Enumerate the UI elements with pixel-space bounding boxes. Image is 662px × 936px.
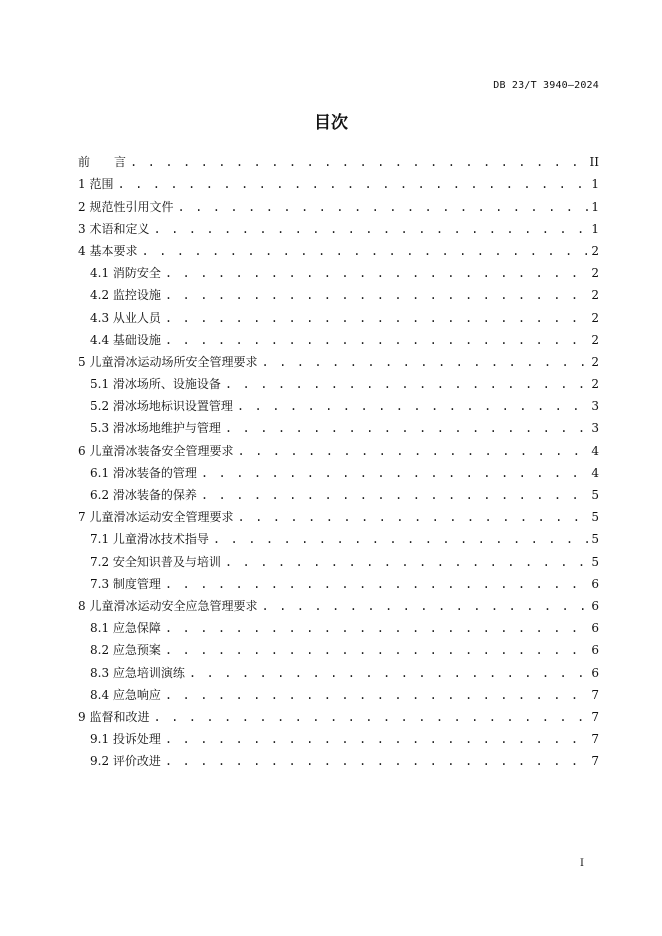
toc-entry[interactable] [78,259,599,281]
toc-entry-page: 2 [591,288,599,303]
toc-entry-page: 5 [591,554,599,569]
toc-entry-label: 5.3 滑冰场地维护与管理 [90,421,221,436]
toc-entry-label: 6.1 滑冰装备的管理 [90,465,197,480]
toc-leader-dots [153,709,588,725]
toc-entry[interactable] [78,459,599,481]
toc-entry[interactable] [78,681,599,703]
toc-entry-page: 6 [591,598,599,613]
toc-entry-label: 4.1 消防安全 [90,266,161,281]
toc-entry-page: 3 [591,399,599,414]
toc-entry[interactable] [78,370,599,392]
toc-entry[interactable] [78,326,599,348]
toc-entry-page: II [589,155,599,170]
toc-leader-dots [177,199,588,215]
toc-leader-dots [117,176,588,192]
toc-entry[interactable] [78,192,599,214]
toc-leader-dots [189,665,588,681]
toc-entry-page: 1 [591,199,599,214]
toc-entry-label: 1 范围 [78,177,114,192]
toc-entry-page: 1 [591,177,599,192]
toc-leader-dots [213,531,588,547]
toc-entry[interactable] [78,237,599,259]
toc-leader-dots [165,576,588,592]
toc-leader-dots [225,376,588,392]
toc-entry[interactable] [78,503,599,525]
toc-entry[interactable] [78,148,599,170]
toc-entry[interactable] [78,592,599,614]
toc-entry[interactable] [78,481,599,503]
toc-entry[interactable] [78,636,599,658]
table-of-contents [78,148,599,769]
toc-entry-page: 6 [591,576,599,591]
toc-leader-dots [130,154,587,170]
toc-entry-page: 5 [591,532,599,547]
toc-entry[interactable] [78,215,599,237]
toc-entry-page: 6 [591,621,599,636]
toc-entry-label: 4.2 监控设施 [90,288,161,303]
toc-entry[interactable] [78,414,599,436]
toc-entry[interactable] [78,725,599,747]
toc-entry-label: 7.3 制度管理 [90,576,161,591]
toc-entry[interactable] [78,703,599,725]
toc-entry-label: 7.2 安全知识普及与培训 [90,554,221,569]
document-code: DB 23/T 3940—2024 [493,80,599,91]
toc-entry-page: 7 [591,754,599,769]
toc-leader-dots [237,509,588,525]
toc-entry-label: 4.3 从业人员 [90,310,161,325]
toc-entry-label: 5.1 滑冰场所、设施设备 [90,377,221,392]
toc-entry-page: 2 [591,266,599,281]
toc-entry-page: 3 [591,421,599,436]
toc-entry-label: 4 基本要求 [78,243,138,258]
toc-entry[interactable] [78,170,599,192]
toc-entry[interactable] [78,547,599,569]
toc-leader-dots [237,398,588,414]
toc-entry-label: 5 儿童滑冰运动场所安全管理要求 [78,354,258,369]
toc-leader-dots [153,221,588,237]
toc-leader-dots [165,265,588,281]
toc-leader-dots [225,420,588,436]
toc-entry-label: 7 儿童滑冰运动安全管理要求 [78,510,234,525]
toc-entry[interactable] [78,303,599,325]
toc-entry-page: 5 [591,510,599,525]
toc-entry-page: 4 [591,465,599,480]
toc-entry[interactable] [78,436,599,458]
toc-entry-label: 8.3 应急培训演练 [90,665,185,680]
toc-entry-page: 2 [591,243,599,258]
toc-entry-label: 6 儿童滑冰装备安全管理要求 [78,443,234,458]
toc-entry-page: 7 [591,732,599,747]
toc-entry-label: 2 规范性引用文件 [78,199,174,214]
toc-entry-page: 2 [591,332,599,347]
toc-leader-dots [165,620,588,636]
toc-entry-page: 5 [591,488,599,502]
toc-leader-dots [141,243,588,259]
toc-entry-page: 7 [591,687,599,702]
toc-entry-page: 2 [591,377,599,392]
toc-leader-dots [201,487,588,503]
toc-leader-dots [225,554,588,570]
toc-leader-dots [201,465,588,481]
toc-entry-label: 6.2 滑冰装备的保养 [90,488,197,502]
toc-leader-dots [261,598,588,614]
toc-entry-page: 1 [591,221,599,236]
toc-entry-label: 4.4 基础设施 [90,332,161,347]
toc-entry-page: 6 [591,643,599,658]
toc-leader-dots [165,731,588,747]
toc-entry[interactable] [78,392,599,414]
toc-title: 目次 [314,113,348,133]
toc-entry-label: 8.4 应急响应 [90,687,161,702]
toc-entry-label: 5.2 滑冰场地标识设置管理 [90,399,233,414]
toc-leader-dots [165,287,588,303]
toc-leader-dots [261,354,588,370]
toc-leader-dots [165,310,588,326]
toc-entry[interactable] [78,525,599,547]
toc-entry-page: 2 [591,310,599,325]
toc-entry-label: 8.1 应急保障 [90,621,161,636]
toc-entry-label: 8.2 应急预案 [90,643,161,658]
toc-leader-dots [165,642,588,658]
toc-entry-label: 8 儿童滑冰运动安全应急管理要求 [78,598,258,613]
toc-entry-label: 3 术语和定义 [78,221,150,236]
toc-entry-page: 4 [591,443,599,458]
toc-entry-label: 7.1 儿童滑冰技术指导 [90,532,209,547]
toc-leader-dots [165,687,588,703]
toc-leader-dots [165,753,588,769]
toc-entry[interactable] [78,747,599,769]
toc-leader-dots [165,332,588,348]
toc-leader-dots [237,443,588,459]
toc-entry-page: 7 [591,709,599,724]
toc-entry-label: 9.2 评价改进 [90,754,161,769]
toc-entry-label: 9 监督和改进 [78,709,150,724]
toc-entry[interactable] [78,614,599,636]
toc-entry-page: 2 [591,354,599,369]
toc-entry-label: 9.1 投诉处理 [90,732,161,747]
toc-entry[interactable] [78,570,599,592]
toc-entry[interactable] [78,281,599,303]
toc-entry-page: 6 [591,665,599,680]
page-number: I [580,858,584,869]
toc-entry-label: 前 言 [78,155,127,170]
toc-entry[interactable] [78,658,599,680]
toc-entry[interactable] [78,348,599,370]
